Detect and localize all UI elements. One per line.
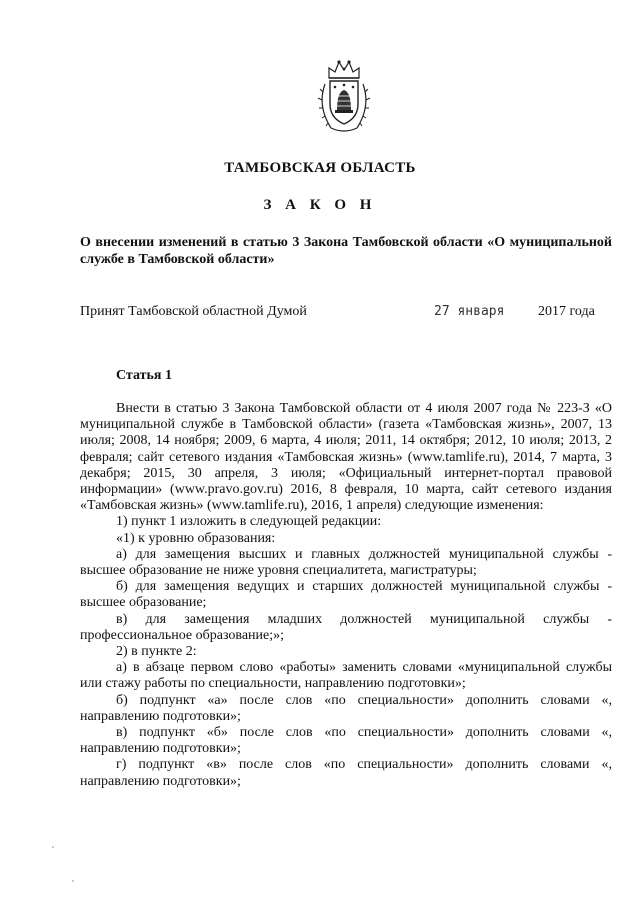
article-paragraph: 2) в пункте 2: — [116, 644, 197, 660]
law-title: О внесении изменений в статью 3 Закона Тамбовской области «О муниципальной службе в Тамбовской области» — [80, 235, 612, 267]
scan-speck — [52, 846, 54, 848]
adoption-year: 2017 года — [538, 304, 595, 319]
adopted-by-text: Принят Тамбовской областной Думой — [80, 304, 307, 319]
article-paragraph: Внести в статью 3 Закона Тамбовской области от 4 июля 2007 года № 223-З «О муниципальной службе в Тамбовской области» (газета «Тамбовская жизнь», 2007, 13 июля; 2008, 14 ноября; 2009, 6 марта, 4 июля; 2011, 14 октября; 2012, 10 июля; 2013, 2 февраля; сайт сетевого издания «Тамбовская жизнь» (www.tamlife.ru), 2014, 7 марта, 3 декабря; 2015, 30 апреля, 3 июля; «Официальный интернет-портал правовой информации» (www.pravo.gov.ru) 2016, 8 февраля, 10 марта, сайт сетевого издания «Тамбовская жизнь» (www.tamlife.ru), 2016, 1 апреля) следующие изменения: — [80, 401, 612, 514]
article-paragraph: 1) пункт 1 изложить в следующей редакции: — [116, 514, 382, 530]
coat-of-arms-emblem — [315, 58, 373, 134]
region-name: ТАМБОВСКАЯ ОБЛАСТЬ — [224, 160, 416, 176]
article-paragraph: б) подпункт «а» после слов «по специальности» дополнить словами «, направлению подготовки»; — [80, 692, 612, 724]
article-body — [80, 401, 612, 790]
article-paragraph: «1) к уровню образования: — [116, 530, 276, 546]
article-paragraph: в) для замещения младших должностей муниципальной службы - профессиональное образование;»; — [80, 611, 612, 643]
article-paragraph: в) подпункт «б» после слов «по специальности» дополнить словами «, направлению подготовки»; — [80, 725, 612, 757]
adoption-date: 27 января — [434, 304, 505, 319]
document-type-heading: З А К О Н — [263, 197, 377, 213]
scan-speck — [72, 880, 74, 882]
article-paragraph: а) в абзаце первом слово «работы» заменить словами «муниципальной службы или стажу работы по специальности, направлению подготовки»; — [80, 660, 612, 692]
adoption-line — [0, 304, 640, 324]
article-paragraph: а) для замещения высших и главных должностей муниципальной службы - высшее образование не ниже уровня специалитета, магистратуры; — [80, 546, 612, 579]
article-paragraph: б) для замещения ведущих и старших должностей муниципальной службы - высшее образование; — [80, 579, 612, 611]
article-paragraph: г) подпункт «в» после слов «по специальности» дополнить словами «, направлению подготовки»; — [80, 757, 612, 789]
article-heading: Статья 1 — [116, 368, 172, 383]
